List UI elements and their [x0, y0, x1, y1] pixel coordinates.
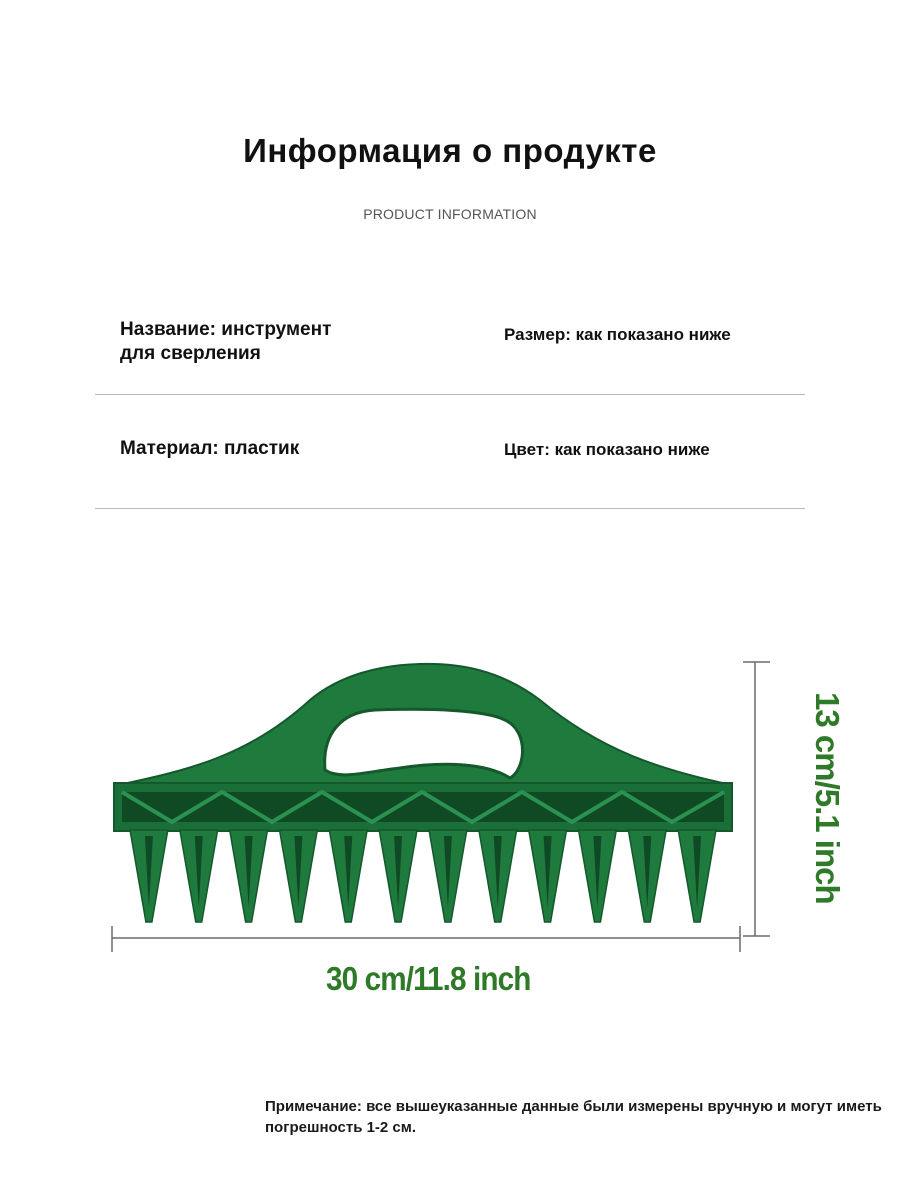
spec-name: Название: инструмент для сверления: [120, 319, 332, 364]
spec-material: Материал: пластик: [120, 438, 300, 459]
rake-tines: [130, 830, 716, 922]
rake-tool-icon: [114, 664, 732, 922]
rake-tool-image: [100, 640, 820, 1000]
spec-color: Цвет: как показано ниже: [504, 440, 710, 459]
divider: [95, 394, 805, 395]
height-dimension-line: [743, 662, 770, 936]
height-dimension-label: 13 cm/5.1 inch: [809, 692, 846, 904]
page-title: Информация о продукте: [243, 132, 657, 169]
spec-size: Размер: как показано ниже: [504, 325, 731, 344]
measurement-note: Примечание: все вышеуказанные данные были измерены вручную и могут иметь погрешность 1-2 см.: [265, 1098, 882, 1136]
width-dimension-label: 30 cm/11.8 inch: [326, 960, 531, 997]
page-subtitle: PRODUCT INFORMATION: [363, 206, 537, 222]
divider: [95, 508, 805, 509]
width-dimension-line: [112, 926, 740, 952]
